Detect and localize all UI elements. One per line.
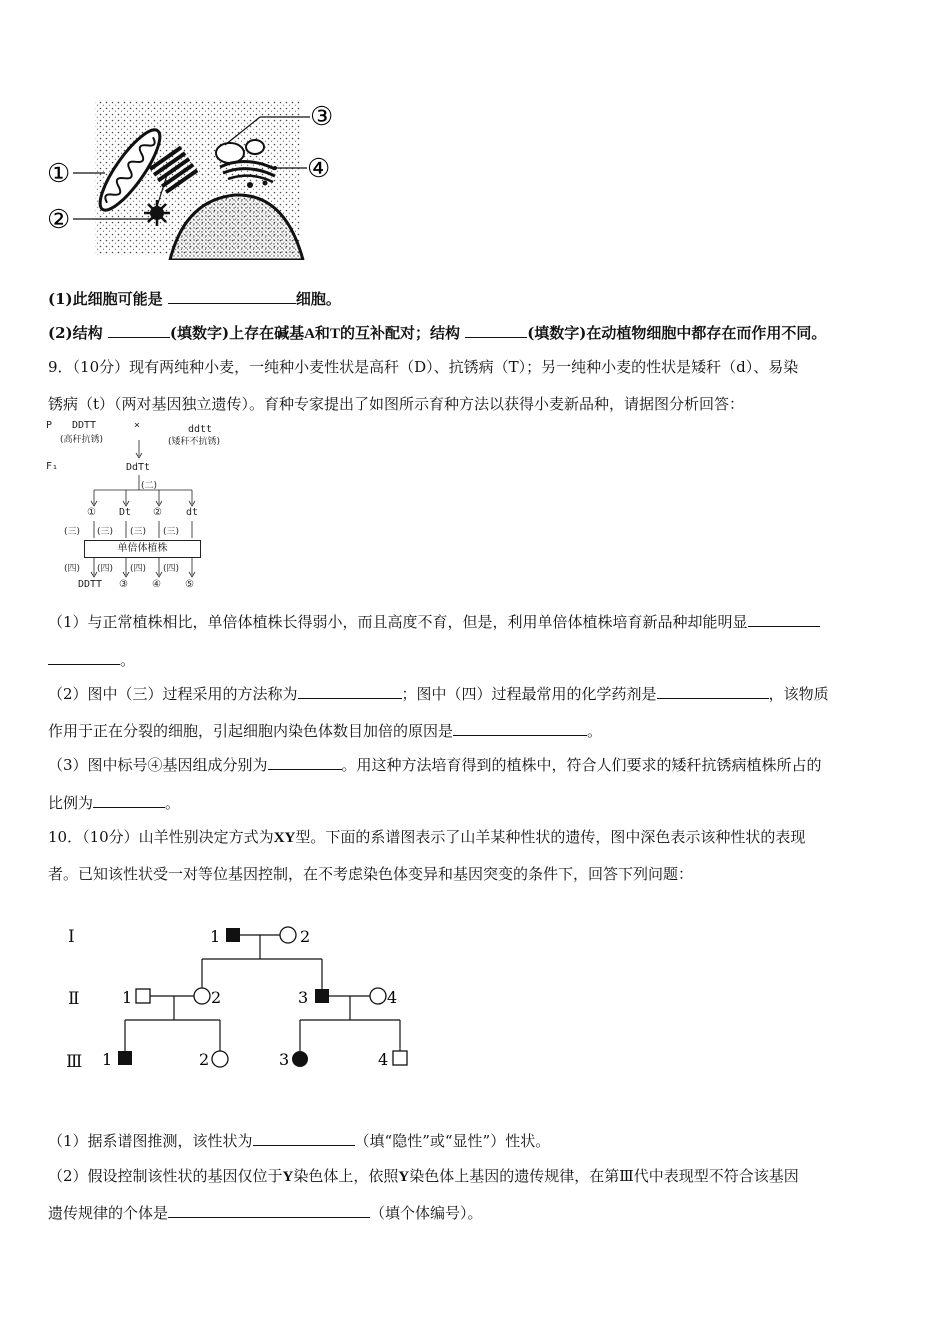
q8-s2-text-d: (填数字)在动植物细胞中都存在而作用不同。 — [527, 324, 827, 342]
cell-figure — [45, 95, 345, 260]
q9-s3-text-c: 比例为 — [48, 794, 94, 812]
q9-s1-end: 。 — [120, 651, 136, 669]
q9-s3-blank-1[interactable] — [268, 755, 342, 770]
scheme-step-2: (二) — [141, 481, 158, 491]
cell-label-4: ④ — [307, 154, 331, 184]
q8-s2-base-a: A — [304, 326, 315, 342]
q9-s3-text-a: （3）图中标号④基因组成分别为 — [48, 756, 268, 774]
pedigree-svg — [60, 915, 420, 1085]
q10-s2-text-a: （2）假设控制该性状的基因仅位于 — [48, 1167, 283, 1185]
q8-s2-base-t: T — [329, 326, 340, 342]
q10-s2-blank[interactable] — [168, 1203, 370, 1218]
q8-subquestion-1 — [48, 288, 341, 309]
q10-s2-text-e: （填个体编号）。 — [370, 1204, 483, 1222]
gen3-female-2 — [212, 1051, 228, 1067]
q8-s1-blank[interactable] — [168, 289, 296, 304]
generation-label-1: Ⅰ — [68, 927, 75, 947]
gen2-label-3: 3 — [298, 988, 309, 1007]
q10-intro-xy: XY — [273, 830, 296, 846]
q8-s1-text-b: 细胞。 — [295, 290, 341, 308]
q10-s2-text-d: 遗传规律的个体是 — [48, 1204, 169, 1222]
gen2-label-2: 2 — [211, 988, 222, 1007]
gen2-label-4: 4 — [387, 988, 398, 1007]
q10-s1-text-b: （填“隐性”或“显性”）性状。 — [354, 1132, 551, 1150]
scheme-step-4-a: (四) — [64, 564, 81, 574]
gen3-label-2: 2 — [199, 1050, 210, 1069]
generation-label-2: Ⅱ — [68, 989, 80, 1009]
scheme-step-3-b: (三) — [97, 527, 114, 537]
scheme-parent1: DDTT — [72, 420, 97, 431]
q10-intro-a: 10．（10分）山羊性别决定方式为 — [48, 828, 274, 846]
gen3-male-1-affected — [118, 1051, 132, 1065]
q10-s2-y-1: Y — [282, 1169, 294, 1185]
gen3-female-3-affected — [292, 1051, 308, 1067]
scheme-result-3: ④ — [152, 579, 161, 590]
q10-subquestion-2-line-1 — [48, 1165, 799, 1186]
q10-intro-c: 型。下面的系谱图表示了山羊某种性状的遗传，图中深色表示该种性状的表现 — [295, 828, 806, 846]
scheme-f1-genotype: DdTt — [126, 462, 151, 473]
scheme-result-1: DDTT — [78, 579, 103, 590]
q8-s2-blank-1[interactable] — [108, 323, 170, 338]
q8-s2-text-c: 的互补配对；结构 — [339, 324, 460, 342]
generation-label-3: Ⅲ — [66, 1052, 83, 1072]
pedigree-chart — [60, 915, 420, 1085]
q9-s1-text: （1）与正常植株相比，单倍体植株长得弱小，而且高度不育，但是，利用单倍体植株培育新品种却能明显 — [48, 613, 748, 631]
scheme-parent2: ddtt — [188, 424, 213, 435]
scheme-f1-label: F₁ — [46, 461, 59, 472]
q9-s2-blank-1[interactable] — [298, 684, 402, 699]
gen2-label-1: 1 — [122, 988, 133, 1007]
q9-subquestion-1-line-1 — [48, 611, 820, 632]
cell-label-2: ② — [47, 205, 71, 235]
q9-s2-text-d: 作用于正在分裂的细胞，引起细胞内染色体数目加倍的原因是 — [48, 722, 454, 740]
q9-s2-text-e: 。 — [587, 722, 603, 740]
scheme-result-2: ③ — [119, 579, 128, 590]
gen3-label-3: 3 — [279, 1050, 290, 1069]
q9-s3-blank-2[interactable] — [93, 793, 165, 808]
q9-s1-blank-part-2[interactable] — [48, 650, 120, 665]
q10-intro-line-1 — [48, 826, 805, 847]
q9-s1-blank-part-1[interactable] — [748, 612, 820, 627]
scheme-result-4: ⑤ — [185, 579, 194, 590]
q10-s2-text-c: 染色体上基因的遗传规律，在第Ⅲ代中表现型不符合该基因 — [409, 1167, 799, 1185]
scheme-gamete-2: Dt — [119, 507, 132, 518]
q9-subquestion-2-line-2 — [48, 720, 602, 741]
q9-intro-line-1: 9．（10分）现有两纯种小麦，一纯种小麦性状是高秆（D）、抗锈病（T）；另一纯种小麦的性状是矮秆（d）、易染 — [48, 358, 799, 376]
gen2-female-2 — [194, 988, 210, 1004]
scheme-step-3-d: (三) — [163, 527, 180, 537]
scheme-gamete-3: ② — [153, 507, 162, 518]
gen3-label-4: 4 — [378, 1050, 389, 1069]
scheme-haploid-box: 单倍体植株 — [84, 540, 201, 558]
scheme-parent2-desc: (矮秆不抗锈) — [168, 437, 221, 447]
q9-subquestion-2-line-1 — [48, 683, 829, 704]
scheme-cross: × — [134, 420, 141, 431]
scheme-step-3-c: (三) — [130, 527, 147, 537]
cell-label-3: ③ — [310, 102, 334, 132]
gen2-female-4 — [370, 988, 386, 1004]
q8-s2-text-b: (填数字)上存在碱基 — [169, 324, 305, 342]
q9-s2-text-c: ，该物质 — [768, 685, 829, 703]
q9-s2-text-a: （2）图中（三）过程采用的方法称为 — [48, 685, 298, 703]
q10-subquestion-2-line-2 — [48, 1202, 483, 1223]
q8-s2-blank-2[interactable] — [465, 323, 527, 338]
gen1-male-1-affected — [226, 928, 240, 942]
q10-s1-text-a: （1）据系谱图推测，该性状为 — [48, 1132, 253, 1150]
q9-s2-blank-2[interactable] — [657, 684, 769, 699]
q9-s2-blank-3[interactable] — [453, 721, 587, 736]
gen1-label-2: 2 — [300, 927, 311, 946]
q8-s2-text-a: (2)结构 — [48, 324, 103, 342]
q9-intro-line-2: 锈病（t）（两对基因独立遗传）。育种专家提出了如图所示育种方法以获得小麦新品种，请据图分析回答： — [48, 395, 745, 413]
scheme-gamete-4: dt — [186, 507, 199, 518]
q9-subquestion-3-line-1 — [48, 754, 822, 775]
q9-subquestion-1-line-2 — [48, 649, 135, 670]
scheme-gamete-1: ① — [87, 507, 96, 518]
q10-intro-line-2: 者。已知该性状受一对等位基因控制，在不考虑染色体变异和基因突变的条件下，回答下列问题： — [48, 865, 694, 883]
gen2-male-1 — [136, 989, 150, 1003]
q8-s2-and: 和 — [314, 324, 330, 342]
cell-illustration — [45, 95, 345, 260]
q9-subquestion-3-line-2 — [48, 792, 180, 813]
q10-subquestion-1 — [48, 1130, 550, 1151]
breeding-scheme — [44, 418, 264, 598]
scheme-step-4-d: (四) — [163, 564, 180, 574]
q8-s1-text-a: (1)此细胞可能是 — [48, 290, 163, 308]
scheme-step-4-b: (四) — [97, 564, 114, 574]
q10-s1-blank[interactable] — [253, 1131, 355, 1146]
cell-label-1: ① — [47, 159, 71, 189]
q10-s2-y-2: Y — [398, 1169, 410, 1185]
gen1-female-2 — [280, 927, 296, 943]
scheme-step-4-c: (四) — [130, 564, 147, 574]
q9-s3-text-d: 。 — [165, 794, 181, 812]
q9-s2-text-b: ；图中（四）过程最常用的化学药剂是 — [401, 685, 657, 703]
gen1-label-1: 1 — [210, 927, 221, 946]
scheme-parent1-desc: (高秆抗锈) — [60, 435, 104, 445]
q8-subquestion-2 — [48, 322, 826, 343]
q10-s2-text-b: 染色体上，依照 — [293, 1167, 399, 1185]
q9-s3-text-b: 。用这种方法培育得到的植株中，符合人们要求的矮秆抗锈病植株所占的 — [341, 756, 822, 774]
scheme-step-3-a: (三) — [64, 527, 81, 537]
gen3-male-4 — [393, 1051, 407, 1065]
scheme-p-label: P — [46, 420, 53, 431]
gen3-label-1: 1 — [102, 1050, 113, 1069]
gen2-male-3-affected — [315, 989, 329, 1003]
